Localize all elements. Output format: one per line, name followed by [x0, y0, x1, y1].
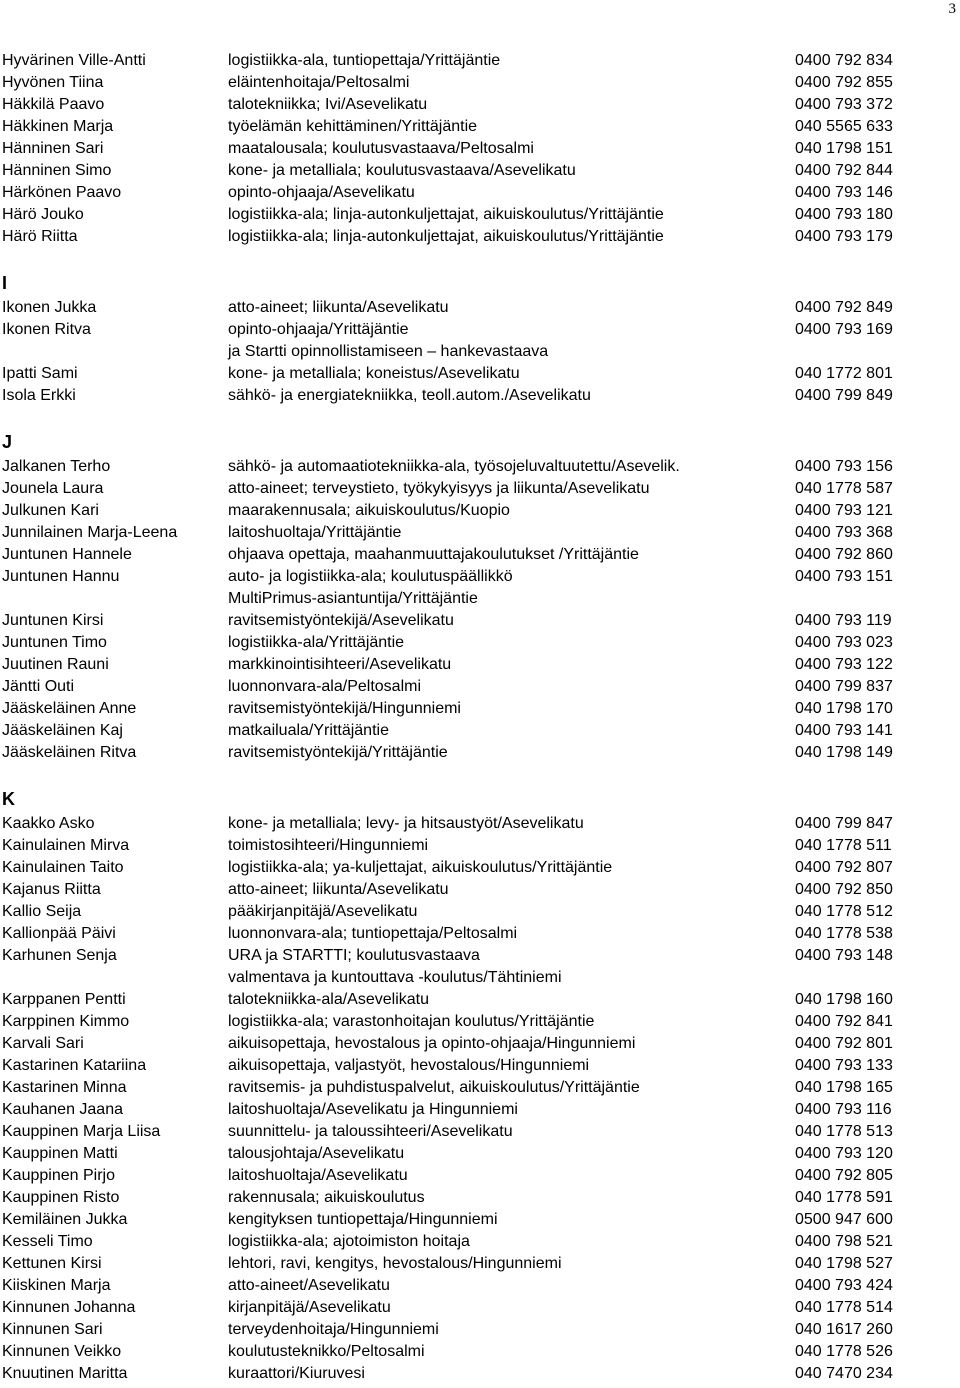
- directory-row: [2, 1121, 952, 1143]
- directory-row: [2, 297, 952, 319]
- person-name: Härö Riitta: [2, 228, 78, 245]
- phone-number: 0400 793 156: [795, 458, 893, 475]
- phone-number: 040 1778 511: [795, 837, 892, 854]
- directory-row: [2, 989, 952, 1011]
- directory-row: [2, 588, 952, 610]
- person-name: Jääskeläinen Ritva: [2, 744, 137, 761]
- person-name: Karvali Sari: [2, 1035, 84, 1052]
- directory-row: [2, 1297, 952, 1319]
- directory-row: [2, 226, 952, 248]
- person-name: Häkkilä Paavo: [2, 96, 105, 113]
- phone-number: 0500 947 600: [795, 1211, 893, 1228]
- person-name: Karhunen Senja: [2, 947, 117, 964]
- role-location: logistiikka-ala; linja-autonkuljettajat, aikuiskoulutus/Yrittäjäntie: [228, 206, 664, 223]
- directory-row: [2, 138, 952, 160]
- role-location: toimistosihteeri/Hingunniemi: [228, 837, 429, 854]
- role-location: maarakennusala; aikuiskoulutus/Kuopio: [228, 502, 510, 519]
- role-location: atto-aineet; liikunta/Asevelikatu: [228, 881, 449, 898]
- person-name: Julkunen Kari: [2, 502, 99, 519]
- directory-row: [2, 385, 952, 407]
- directory-row: [2, 1055, 952, 1077]
- phone-number: 040 1798 151: [795, 140, 893, 157]
- phone-number: 0400 793 146: [795, 184, 893, 201]
- role-location: rakennusala; aikuiskoulutus: [228, 1189, 425, 1206]
- phone-number: 0400 793 148: [795, 947, 893, 964]
- section-letter: I: [2, 273, 8, 293]
- phone-number: 040 1778 514: [795, 1299, 893, 1316]
- person-name: Jääskeläinen Kaj: [2, 722, 123, 739]
- directory-row: [2, 967, 952, 989]
- directory-row: [2, 50, 952, 72]
- person-name: Hänninen Sari: [2, 140, 104, 157]
- directory-row: [2, 1209, 952, 1231]
- staff-directory: [2, 50, 952, 1385]
- person-name: Hyvärinen Ville-Antti: [2, 52, 146, 69]
- section-letter: K: [2, 789, 15, 809]
- role-location: ravitsemis- ja puhdistuspalvelut, aikuiskoulutus/Yrittäjäntie: [228, 1079, 640, 1096]
- phone-number: 040 7470 234: [795, 1365, 893, 1382]
- section-spacer: [2, 407, 952, 429]
- phone-number: 0400 792 805: [795, 1167, 893, 1184]
- directory-row: [2, 1319, 952, 1341]
- phone-number: 0400 792 855: [795, 74, 893, 91]
- person-name: Kallio Seija: [2, 903, 82, 920]
- phone-number: 0400 799 837: [795, 678, 893, 695]
- role-location: laitoshuoltaja/Asevelikatu: [228, 1167, 408, 1184]
- phone-number: 0400 793 169: [795, 321, 893, 338]
- directory-row: [2, 610, 952, 632]
- role-location: markkinointisihteeri/Asevelikatu: [228, 656, 452, 673]
- role-location: logistiikka-ala; ya-kuljettajat, aikuiskoulutus/Yrittäjäntie: [228, 859, 613, 876]
- person-name: Jääskeläinen Anne: [2, 700, 137, 717]
- person-name: Kainulainen Mirva: [2, 837, 130, 854]
- person-name: Kainulainen Taito: [2, 859, 124, 876]
- role-location: luonnonvara-ala; tuntiopettaja/Peltosalmi: [228, 925, 518, 942]
- role-location: matkailuala/Yrittäjäntie: [228, 722, 389, 739]
- role-location: sähkö- ja automaatiotekniikka-ala, työsojeluvaltuutettu/Asevelik.: [228, 458, 680, 475]
- phone-number: 0400 793 133: [795, 1057, 893, 1074]
- directory-row: [2, 566, 952, 588]
- role-location: laitoshuoltaja/Asevelikatu ja Hingunniemi: [228, 1101, 518, 1118]
- role-location: kuraattori/Kiuruvesi: [228, 1365, 365, 1382]
- person-name: Knuutinen Maritta: [2, 1365, 128, 1382]
- phone-number: 0400 792 801: [795, 1035, 893, 1052]
- phone-number: 0400 793 116: [795, 1101, 892, 1118]
- phone-number: 040 1778 591: [795, 1189, 893, 1206]
- person-name: Isola Erkki: [2, 387, 76, 404]
- directory-row: [2, 116, 952, 138]
- directory-row: [2, 363, 952, 385]
- phone-number: 040 1798 160: [795, 991, 893, 1008]
- role-location: MultiPrimus-asiantuntija/Yrittäjäntie: [228, 590, 478, 607]
- person-name: Kauhanen Jaana: [2, 1101, 123, 1118]
- phone-number: 0400 793 180: [795, 206, 893, 223]
- person-name: Hänninen Simo: [2, 162, 112, 179]
- phone-number: 0400 793 179: [795, 228, 893, 245]
- person-name: Juntunen Timo: [2, 634, 107, 651]
- directory-row: [2, 341, 952, 363]
- person-name: Juutinen Rauni: [2, 656, 109, 673]
- phone-number: 0400 793 372: [795, 96, 893, 113]
- phone-number: 040 1798 527: [795, 1255, 893, 1272]
- phone-number: 0400 793 151: [795, 568, 893, 585]
- directory-row: [2, 879, 952, 901]
- phone-number: 0400 793 121: [795, 502, 893, 519]
- role-location: logistiikka-ala; varastonhoitajan koulutus/Yrittäjäntie: [228, 1013, 595, 1030]
- phone-number: 0400 792 834: [795, 52, 893, 69]
- phone-number: 0400 793 122: [795, 656, 893, 673]
- role-location: kone- ja metalliala; koneistus/Asevelikatu: [228, 365, 520, 382]
- phone-number: 040 1778 587: [795, 480, 893, 497]
- phone-number: 0400 792 807: [795, 859, 893, 876]
- directory-row: [2, 1231, 952, 1253]
- phone-number: 040 1778 512: [795, 903, 893, 920]
- role-location: talousjohtaja/Asevelikatu: [228, 1145, 405, 1162]
- role-location: sähkö- ja energiatekniikka, teoll.autom./Asevelikatu: [228, 387, 591, 404]
- directory-row: [2, 698, 952, 720]
- person-name: Häkkinen Marja: [2, 118, 114, 135]
- role-location: lehtori, ravi, kengitys, hevostalous/Hingunniemi: [228, 1255, 562, 1272]
- directory-row: [2, 456, 952, 478]
- person-name: Jounela Laura: [2, 480, 104, 497]
- person-name: Kauppinen Pirjo: [2, 1167, 115, 1184]
- role-location: koulutusteknikko/Peltosalmi: [228, 1343, 425, 1360]
- phone-number: 0400 793 141: [795, 722, 893, 739]
- role-location: eläintenhoitaja/Peltosalmi: [228, 74, 410, 91]
- phone-number: 0400 792 860: [795, 546, 893, 563]
- directory-row: [2, 500, 952, 522]
- role-location: URA ja STARTTI; koulutusvastaava: [228, 947, 480, 964]
- role-location: maatalousala; koulutusvastaava/Peltosalmi: [228, 140, 534, 157]
- section-spacer: [2, 248, 952, 270]
- person-name: Ikonen Jukka: [2, 299, 97, 316]
- person-name: Jäntti Outi: [2, 678, 75, 695]
- phone-number: 040 1778 513: [795, 1123, 893, 1140]
- page-number: 3: [948, 1, 956, 17]
- directory-row: [2, 160, 952, 182]
- role-location: kone- ja metalliala; levy- ja hitsaustyöt/Asevelikatu: [228, 815, 584, 832]
- role-location: kirjanpitäjä/Asevelikatu: [228, 1299, 391, 1316]
- role-location: logistiikka-ala; linja-autonkuljettajat, aikuiskoulutus/Yrittäjäntie: [228, 228, 664, 245]
- role-location: ravitsemistyöntekijä/Yrittäjäntie: [228, 744, 448, 761]
- directory-row: [2, 1099, 952, 1121]
- person-name: Kinnunen Sari: [2, 1321, 103, 1338]
- role-location: ravitsemistyöntekijä/Hingunniemi: [228, 700, 461, 717]
- role-location: opinto-ohjaaja/Yrittäjäntie: [228, 321, 409, 338]
- directory-row: [2, 742, 952, 764]
- person-name: Juntunen Kirsi: [2, 612, 104, 629]
- role-location: ravitsemistyöntekijä/Asevelikatu: [228, 612, 454, 629]
- phone-number: 0400 793 023: [795, 634, 893, 651]
- role-location: atto-aineet; liikunta/Asevelikatu: [228, 299, 449, 316]
- phone-number: 040 1798 149: [795, 744, 893, 761]
- role-location: työelämän kehittäminen/Yrittäjäntie: [228, 118, 478, 135]
- phone-number: 0400 792 841: [795, 1013, 893, 1030]
- role-location: auto- ja logistiikka-ala; koulutuspäällikkö: [228, 568, 513, 585]
- person-name: Jalkanen Terho: [2, 458, 111, 475]
- directory-row: [2, 204, 952, 226]
- phone-number: 040 5565 633: [795, 118, 893, 135]
- directory-row: [2, 901, 952, 923]
- phone-number: 040 1798 165: [795, 1079, 893, 1096]
- person-name: Hyvönen Tiina: [2, 74, 104, 91]
- person-name: Kiiskinen Marja: [2, 1277, 111, 1294]
- directory-row: [2, 945, 952, 967]
- person-name: Härkönen Paavo: [2, 184, 122, 201]
- role-location: kengityksen tuntiopettaja/Hingunniemi: [228, 1211, 498, 1228]
- person-name: Härö Jouko: [2, 206, 84, 223]
- person-name: Kinnunen Veikko: [2, 1343, 122, 1360]
- directory-row: [2, 72, 952, 94]
- directory-row: [2, 544, 952, 566]
- phone-number: 040 1772 801: [795, 365, 893, 382]
- role-location: aikuisopettaja, valjastyöt, hevostalous/Hingunniemi: [228, 1057, 590, 1074]
- directory-row: [2, 720, 952, 742]
- role-location: pääkirjanpitäjä/Asevelikatu: [228, 903, 418, 920]
- role-location: talotekniikka-ala/Asevelikatu: [228, 991, 429, 1008]
- role-location: atto-aineet/Asevelikatu: [228, 1277, 390, 1294]
- directory-row: [2, 1033, 952, 1055]
- role-location: suunnittelu- ja taloussihteeri/Asevelikatu: [228, 1123, 513, 1140]
- person-name: Kastarinen Katariina: [2, 1057, 147, 1074]
- phone-number: 0400 799 849: [795, 387, 893, 404]
- section-letter: J: [2, 432, 13, 452]
- phone-number: 0400 793 424: [795, 1277, 893, 1294]
- person-name: Kesseli Timo: [2, 1233, 93, 1250]
- directory-row: [2, 813, 952, 835]
- directory-row: [2, 1077, 952, 1099]
- role-location: luonnonvara-ala/Peltosalmi: [228, 678, 421, 695]
- role-location: talotekniikka; Ivi/Asevelikatu: [228, 96, 428, 113]
- directory-row: [2, 1165, 952, 1187]
- directory-row: [2, 923, 952, 945]
- phone-number: 0400 792 844: [795, 162, 893, 179]
- phone-number: 0400 798 521: [795, 1233, 893, 1250]
- person-name: Karppinen Kimmo: [2, 1013, 130, 1030]
- person-name: Kauppinen Marja Liisa: [2, 1123, 161, 1140]
- role-location: terveydenhoitaja/Hingunniemi: [228, 1321, 439, 1338]
- phone-number: 0400 793 368: [795, 524, 893, 541]
- phone-number: 040 1778 538: [795, 925, 893, 942]
- person-name: Juntunen Hannele: [2, 546, 132, 563]
- person-name: Kettunen Kirsi: [2, 1255, 102, 1272]
- person-name: Ipatti Sami: [2, 365, 78, 382]
- role-location: opinto-ohjaaja/Asevelikatu: [228, 184, 415, 201]
- directory-row: [2, 632, 952, 654]
- phone-number: 0400 792 850: [795, 881, 893, 898]
- phone-number: 040 1798 170: [795, 700, 893, 717]
- role-location: logistiikka-ala/Yrittäjäntie: [228, 634, 405, 651]
- directory-row: [2, 676, 952, 698]
- role-location: kone- ja metalliala; koulutusvastaava/Asevelikatu: [228, 162, 576, 179]
- directory-row: [2, 522, 952, 544]
- directory-row: [2, 1187, 952, 1209]
- directory-row: [2, 94, 952, 116]
- person-name: Karppanen Pentti: [2, 991, 126, 1008]
- person-name: Junnilainen Marja-Leena: [2, 524, 178, 541]
- person-name: Kinnunen Johanna: [2, 1299, 136, 1316]
- person-name: Kastarinen Minna: [2, 1079, 127, 1096]
- directory-row: [2, 1011, 952, 1033]
- directory-row: [2, 835, 952, 857]
- phone-number: 040 1778 526: [795, 1343, 893, 1360]
- person-name: Kajanus Riitta: [2, 881, 101, 898]
- person-name: Juntunen Hannu: [2, 568, 120, 585]
- person-name: Kauppinen Matti: [2, 1145, 118, 1162]
- person-name: Kallionpää Päivi: [2, 925, 116, 942]
- role-location: laitoshuoltaja/Yrittäjäntie: [228, 524, 402, 541]
- role-location: aikuisopettaja, hevostalous ja opinto-ohjaaja/Hingunniemi: [228, 1035, 636, 1052]
- person-name: Kaakko Asko: [2, 815, 95, 832]
- role-location: logistiikka-ala, tuntiopettaja/Yrittäjäntie: [228, 52, 501, 69]
- phone-number: 0400 793 120: [795, 1145, 893, 1162]
- phone-number: 040 1617 260: [795, 1321, 893, 1338]
- person-name: Kemiläinen Jukka: [2, 1211, 128, 1228]
- directory-row: [2, 857, 952, 879]
- role-location: atto-aineet; terveystieto, työkykyisyys ja liikunta/Asevelikatu: [228, 480, 650, 497]
- directory-row: [2, 1253, 952, 1275]
- person-name: Ikonen Ritva: [2, 321, 91, 338]
- phone-number: 0400 792 849: [795, 299, 893, 316]
- directory-row: [2, 319, 952, 341]
- phone-number: 0400 793 119: [795, 612, 892, 629]
- directory-row: [2, 1143, 952, 1165]
- directory-row: [2, 478, 952, 500]
- role-location: valmentava ja kuntouttava -koulutus/Tähtiniemi: [228, 969, 562, 986]
- directory-row: [2, 1275, 952, 1297]
- person-name: Kauppinen Risto: [2, 1189, 120, 1206]
- role-location: logistiikka-ala; ajotoimiston hoitaja: [228, 1233, 470, 1250]
- role-location: ja Startti opinnollistamiseen – hankevastaava: [228, 343, 549, 360]
- phone-number: 0400 799 847: [795, 815, 893, 832]
- directory-row: [2, 1341, 952, 1363]
- role-location: ohjaava opettaja, maahanmuuttajakoulutukset /Yrittäjäntie: [228, 546, 639, 563]
- directory-row: [2, 182, 952, 204]
- directory-row: [2, 654, 952, 676]
- section-spacer: [2, 764, 952, 786]
- directory-row: [2, 1363, 952, 1385]
